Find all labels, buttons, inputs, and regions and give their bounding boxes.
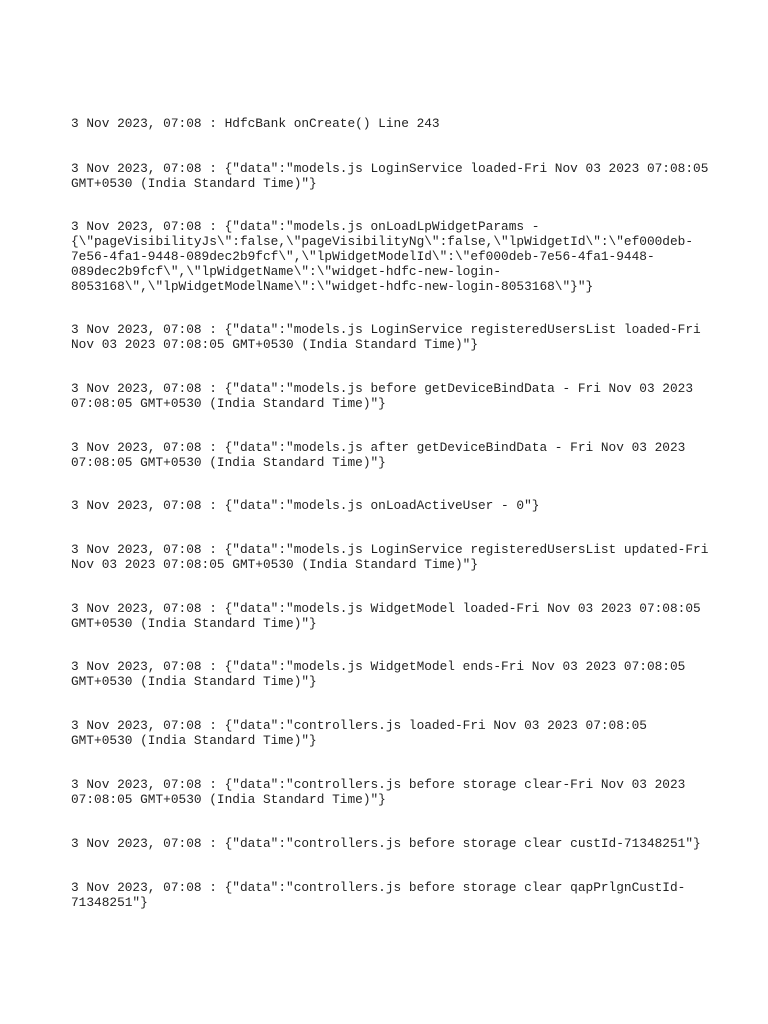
log-entry: 3 Nov 2023, 07:08 : HdfcBank onCreate() Line 243	[71, 116, 440, 131]
log-entry: 3 Nov 2023, 07:08 : {"data":"models.js LoginService registeredUsersList loaded-Fri Nov 03 2023 07:08:05 GMT+0530 (India Standard Time)"}	[71, 322, 701, 352]
log-entry: 3 Nov 2023, 07:08 : {"data":"models.js before getDeviceBindData - Fri Nov 03 2023 07:08:05 GMT+0530 (India Standard Time)"}	[71, 381, 694, 411]
log-entry: 3 Nov 2023, 07:08 : {"data":"controllers.js loaded-Fri Nov 03 2023 07:08:05 GMT+0530 (India Standard Time)"}	[71, 718, 647, 748]
log-entry: 3 Nov 2023, 07:08 : {"data":"controllers.js before storage clear custId-71348251"}	[71, 836, 701, 851]
log-entry: 3 Nov 2023, 07:08 : {"data":"controllers.js before storage clear-Fri Nov 03 2023 07:08:05 GMT+0530 (India Standard Time)"}	[71, 777, 686, 807]
log-entry: 3 Nov 2023, 07:08 : {"data":"models.js after getDeviceBindData - Fri Nov 03 2023 07:08:05 GMT+0530 (India Standard Time)"}	[71, 440, 686, 470]
log-entry: 3 Nov 2023, 07:08 : {"data":"models.js onLoadLpWidgetParams - {\"pageVisibilityJs\":false,\"pageVisibilityNg\":false,\"lpWidgetId\":\"ef000deb- 7e56-4fa1-9448-089dec2b9fcf\",\"lpWidgetModelId\":\"ef000deb-7e56-4fa1-9448- 089dec2b9fcf\",\"lpWidgetName\":\"widget-hdfc-new-login- 8053168\",\"lpWidgetModelName\":\"widget-hdfc-new-login-8053168\"}"}	[71, 219, 694, 294]
log-entry: 3 Nov 2023, 07:08 : {"data":"models.js WidgetModel ends-Fri Nov 03 2023 07:08:05 GMT+0530 (India Standard Time)"}	[71, 659, 686, 689]
log-entry: 3 Nov 2023, 07:08 : {"data":"controllers.js before storage clear qapPrlgnCustId- 71348251"}	[71, 880, 686, 910]
log-entry: 3 Nov 2023, 07:08 : {"data":"models.js onLoadActiveUser - 0"}	[71, 498, 540, 513]
log-entry: 3 Nov 2023, 07:08 : {"data":"models.js LoginService registeredUsersList updated-Fri Nov 03 2023 07:08:05 GMT+0530 (India Standard Time)"}	[71, 542, 709, 572]
log-entry: 3 Nov 2023, 07:08 : {"data":"models.js LoginService loaded-Fri Nov 03 2023 07:08:05 GMT+0530 (India Standard Time)"}	[71, 161, 709, 191]
log-entry: 3 Nov 2023, 07:08 : {"data":"models.js WidgetModel loaded-Fri Nov 03 2023 07:08:05 GMT+0530 (India Standard Time)"}	[71, 601, 701, 631]
